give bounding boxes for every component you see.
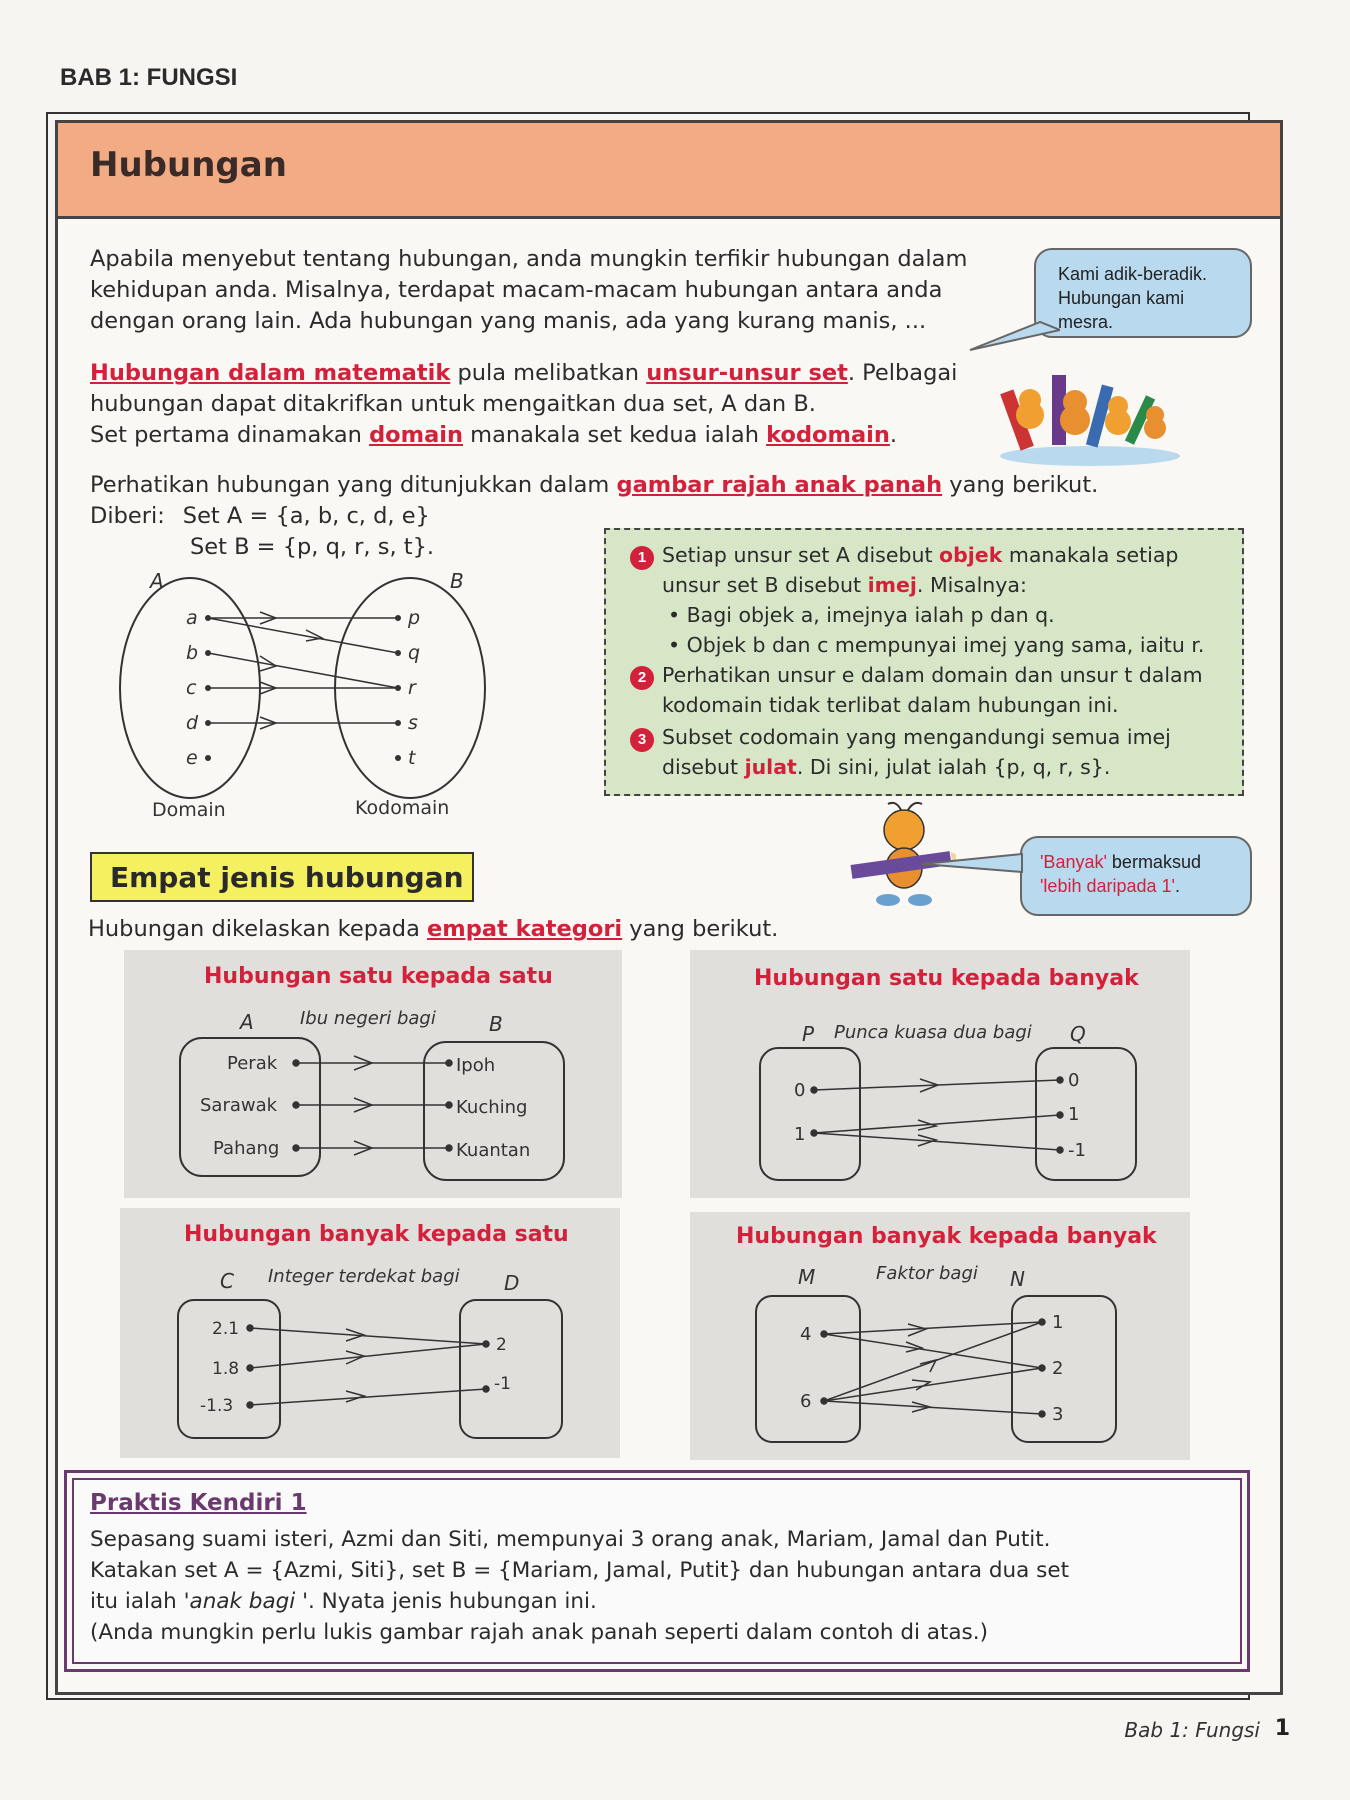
set-a-def: Set A = {a, b, c, d, e} [182,503,430,529]
text: '. Nyata jenis hubungan ini. [295,1589,597,1614]
text: . Misalnya: [916,573,1027,597]
text: manakala setiap [1002,543,1179,567]
codomain-element: 2 [496,1335,507,1355]
note-bullet: Bagi objek a, imejnya ialah p dan q. [686,603,1055,627]
speech-bubble-middle [1020,836,1252,916]
set-a-label: A [150,569,164,593]
diagram-one-to-many [690,950,1190,1198]
bubble-tail [960,320,1060,360]
codomain-element: 1 [1052,1312,1064,1333]
practice-line: Sepasang suami isteri, Azmi dan Siti, mempunyai 3 orang anak, Mariam, Jamal dan Putit. [90,1527,1051,1552]
domain-element: b [186,642,199,664]
keyword-imej: imej [867,573,917,597]
set-b-def: Set B = {p, q, r, s, t}. [190,534,435,560]
relation-label: Faktor bagi [876,1263,978,1284]
domain-element: 2.1 [212,1319,240,1339]
intro-line: Apabila menyebut tentang hubungan, anda mungkin terfikir hubungan dalam [90,246,968,272]
codomain-label: Kodomain [355,797,450,819]
domain-element: 1.8 [212,1359,240,1379]
domain-element: a [186,607,198,629]
note-number: 2 [630,666,654,690]
set-label: N [1010,1267,1025,1291]
text: pula melibatkan [450,360,647,386]
chapter-header: BAB 1: FUNGSI [60,64,238,91]
keyword-kodomain: kodomain [766,422,890,448]
types-heading-box [90,852,474,902]
keyword: empat kategori [427,916,623,942]
text: Setiap unsur set A disebut [662,543,940,567]
domain-element: 0 [794,1080,806,1101]
section-title-bar [58,123,1280,219]
domain-element: e [186,747,198,769]
set-label: A [240,1010,254,1034]
def-line: hubungan dapat ditakrifkan untuk mengaitkan dua set, A dan B. [90,391,816,417]
text: Hubungan dikelaskan kepada [88,916,428,942]
diagram-many-to-one [120,1208,620,1458]
intro-line: kehidupan anda. Misalnya, terdapat macam-macam hubungan antara anda [90,277,943,303]
note-number: 1 [630,546,654,570]
text: Subset codomain yang mengandungi semua imej [662,725,1171,749]
ants-illustration [990,360,1190,470]
diagram-title: Hubungan banyak kepada satu [184,1222,569,1247]
codomain-element: -1 [494,1374,511,1394]
domain-label: Domain [152,799,226,821]
bubble-text: Kami adik-beradik. Hubungan kami mesra. [1058,264,1208,332]
intro-paragraph [90,244,1010,337]
text: itu ialah ' [90,1589,190,1614]
keyword-objek: objek [939,543,1003,567]
codomain-element: 2 [1052,1358,1064,1379]
definition-paragraph [90,358,1010,451]
page-number: 1 [1274,1716,1290,1741]
set-label: P [802,1022,815,1046]
domain-element: 6 [800,1391,812,1412]
footer-chapter: Bab 1: Fungsi [1124,1718,1260,1742]
relation-label: Ibu negeri bagi [300,1008,436,1029]
text: . [1174,876,1180,896]
diagram-title: Hubungan banyak kepada banyak [736,1224,1157,1249]
text: manakala set kedua ialah [463,422,767,448]
text: yang berikut. [622,916,779,942]
relation-label: Integer terdekat bagi [268,1266,460,1287]
domain-element: 4 [800,1324,812,1345]
set-label: D [504,1271,520,1295]
keyword: Hubungan dalam matematik [90,360,451,386]
text: Set pertama dinamakan [90,422,370,448]
set-label: Q [1070,1022,1086,1046]
codomain-element: q [408,642,421,664]
bubble-keyword: 'lebih daripada 1' [1040,876,1175,896]
note-line: kodomain tidak terlibat dalam hubungan ini. [662,693,1119,717]
diagram-one-to-one [124,950,622,1198]
codomain-element: 0 [1068,1070,1080,1091]
domain-element: 1 [794,1124,806,1145]
codomain-element: 1 [1068,1104,1080,1125]
keyword: gambar rajah anak panah [616,472,943,498]
main-arrow-diagram [110,568,510,828]
codomain-element: Kuantan [456,1140,531,1161]
text: disebut [662,755,745,779]
set-label: M [798,1265,816,1289]
codomain-element: -1 [1068,1140,1086,1161]
domain-element: d [186,712,199,734]
codomain-element: s [408,712,418,734]
notes-box: 1 Setiap unsur set A disebut objek manakala setiap unsur set B disebut imej. Misalnya: • Bagi objek a, imejnya ialah p dan q. • Objek b dan c mempunyai imej yang sama, iaitu r. 2 Perhatikan unsur e dalam domain dan unsur t dalam kodomain tidak terlibat dalam hubungan ini. 3 Subset codomain yang mengandungi semua imej disebut julat. Di sini, julat ialah {p, q, r, s}. [604,528,1244,796]
codomain-element: 3 [1052,1404,1064,1425]
types-heading: Empat jenis hubungan [110,861,464,894]
text: . [889,422,898,448]
speech-bubble-top [1034,248,1252,338]
domain-element: Perak [227,1053,278,1074]
codomain-element: r [408,677,416,699]
types-intro [88,914,988,945]
domain-element: -1.3 [200,1396,234,1416]
set-label: B [489,1012,503,1036]
relation-label: Punca kuasa dua bagi [834,1022,1032,1043]
practice-title: Praktis Kendiri 1 [90,1490,307,1516]
intro-line: dengan orang lain. Ada hubungan yang manis, ada yang kurang manis, ... [90,308,927,334]
text: yang berikut. [942,472,1099,498]
note-number: 3 [630,728,654,752]
keyword-julat: julat [744,755,797,779]
codomain-element: Kuching [456,1097,528,1118]
bubble-tail [920,850,1030,880]
section-title: Hubungan [90,145,287,185]
diagram-title: Hubungan satu kepada banyak [754,966,1139,991]
codomain-element: Ipoh [456,1055,496,1076]
codomain-element: p [408,607,421,629]
practice-line: (Anda mungkin perlu lukis gambar rajah anak panah seperti dalam contoh di atas.) [90,1620,988,1645]
keyword: unsur-unsur set [646,360,848,386]
practice-line: Katakan set A = {Azmi, Siti}, set B = {Mariam, Jamal, Putit} dan hubungan antara dua set [90,1558,1070,1583]
text: unsur set B disebut [662,573,868,597]
text: . Pelbagai [847,360,958,386]
diagram-title: Hubungan satu kepada satu [204,964,553,989]
practice-box [72,1478,1242,1664]
keyword-domain: domain [369,422,464,448]
codomain-element: t [408,747,416,769]
text: Perhatikan unsur e dalam domain dan unsur t dalam [662,663,1203,687]
set-label: C [220,1269,234,1293]
diagram-many-to-many [690,1212,1190,1460]
bubble-keyword: 'Banyak' [1040,852,1107,872]
text: bermaksud [1106,852,1201,872]
text: . Di sini, julat ialah {p, q, r, s}. [796,755,1111,779]
relation-name: anak bagi [189,1589,296,1614]
domain-element: c [186,677,197,699]
given-label: Diberi: [90,503,165,529]
domain-element: Pahang [213,1138,280,1159]
set-b-label: B [450,569,464,593]
text: Perhatikan hubungan yang ditunjukkan dalam [90,472,617,498]
domain-element: Sarawak [200,1095,278,1116]
note-bullet: Objek b dan c mempunyai imej yang sama, iaitu r. [686,633,1205,657]
